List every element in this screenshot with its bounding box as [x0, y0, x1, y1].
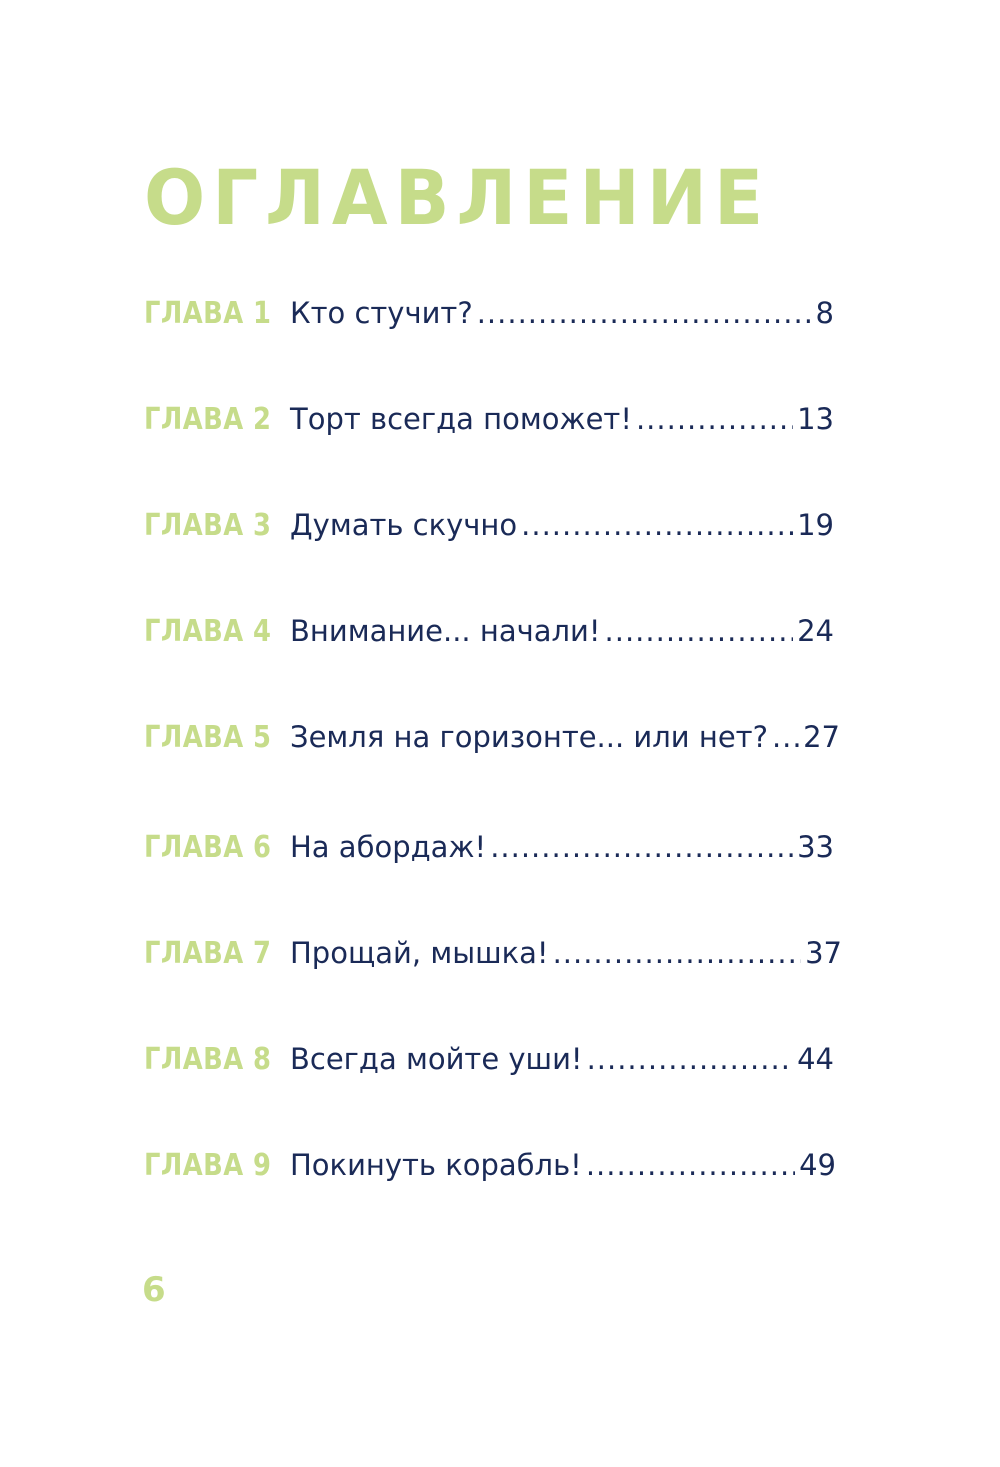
chapter-label: ГЛАВА 2 [144, 402, 272, 437]
chapter-title: Земля на горизонте... или нет? [290, 720, 768, 754]
chapter-page: 19 [797, 508, 834, 542]
dot-leader [772, 720, 799, 754]
toc-entry-1[interactable] [144, 296, 834, 346]
chapter-label: ГЛАВА 1 [144, 296, 272, 331]
chapter-title: Думать скучно [290, 508, 518, 542]
chapter-label: ГЛАВА 5 [144, 720, 272, 755]
toc-entry-9[interactable] [144, 1148, 836, 1198]
dot-leader [477, 296, 812, 330]
chapter-label: ГЛАВА 3 [144, 508, 272, 543]
toc-entry-2[interactable] [144, 402, 834, 452]
chapter-title: Внимание... начали! [290, 614, 601, 648]
toc-entry-6[interactable] [144, 830, 834, 880]
dot-leader [490, 830, 793, 864]
chapter-page: 37 [805, 936, 842, 970]
chapter-page: 13 [797, 402, 834, 436]
page-title: ОГЛАВЛЕНИЕ [144, 153, 771, 242]
chapter-title: На абордаж! [290, 830, 487, 864]
chapter-page: 27 [803, 720, 840, 754]
chapter-title: Торт всегда поможет! [290, 402, 632, 436]
chapter-page: 33 [797, 830, 834, 864]
toc-entry-4[interactable] [144, 614, 834, 664]
chapter-label: ГЛАВА 8 [144, 1042, 272, 1077]
chapter-page: 8 [815, 296, 834, 330]
chapter-label: ГЛАВА 4 [144, 614, 272, 649]
toc-entry-8[interactable] [144, 1042, 834, 1092]
dot-leader [553, 936, 802, 970]
dot-leader [587, 1042, 794, 1076]
toc-entry-7[interactable] [144, 936, 842, 986]
dot-leader [521, 508, 793, 542]
dot-leader [605, 614, 794, 648]
chapter-page: 24 [797, 614, 834, 648]
toc-entry-3[interactable] [144, 508, 834, 558]
chapter-title: Покинуть корабль! [290, 1148, 582, 1182]
page-number: 6 [142, 1270, 166, 1310]
chapter-label: ГЛАВА 6 [144, 830, 272, 865]
dot-leader [636, 402, 793, 436]
chapter-page: 49 [799, 1148, 836, 1182]
chapter-title: Кто стучит? [290, 296, 473, 330]
chapter-label: ГЛАВА 7 [144, 936, 272, 971]
toc-entry-5[interactable] [144, 720, 840, 770]
chapter-title: Всегда мойте уши! [290, 1042, 583, 1076]
chapter-page: 44 [797, 1042, 834, 1076]
chapter-title: Прощай, мышка! [290, 936, 549, 970]
chapter-label: ГЛАВА 9 [144, 1148, 272, 1183]
dot-leader [586, 1148, 795, 1182]
